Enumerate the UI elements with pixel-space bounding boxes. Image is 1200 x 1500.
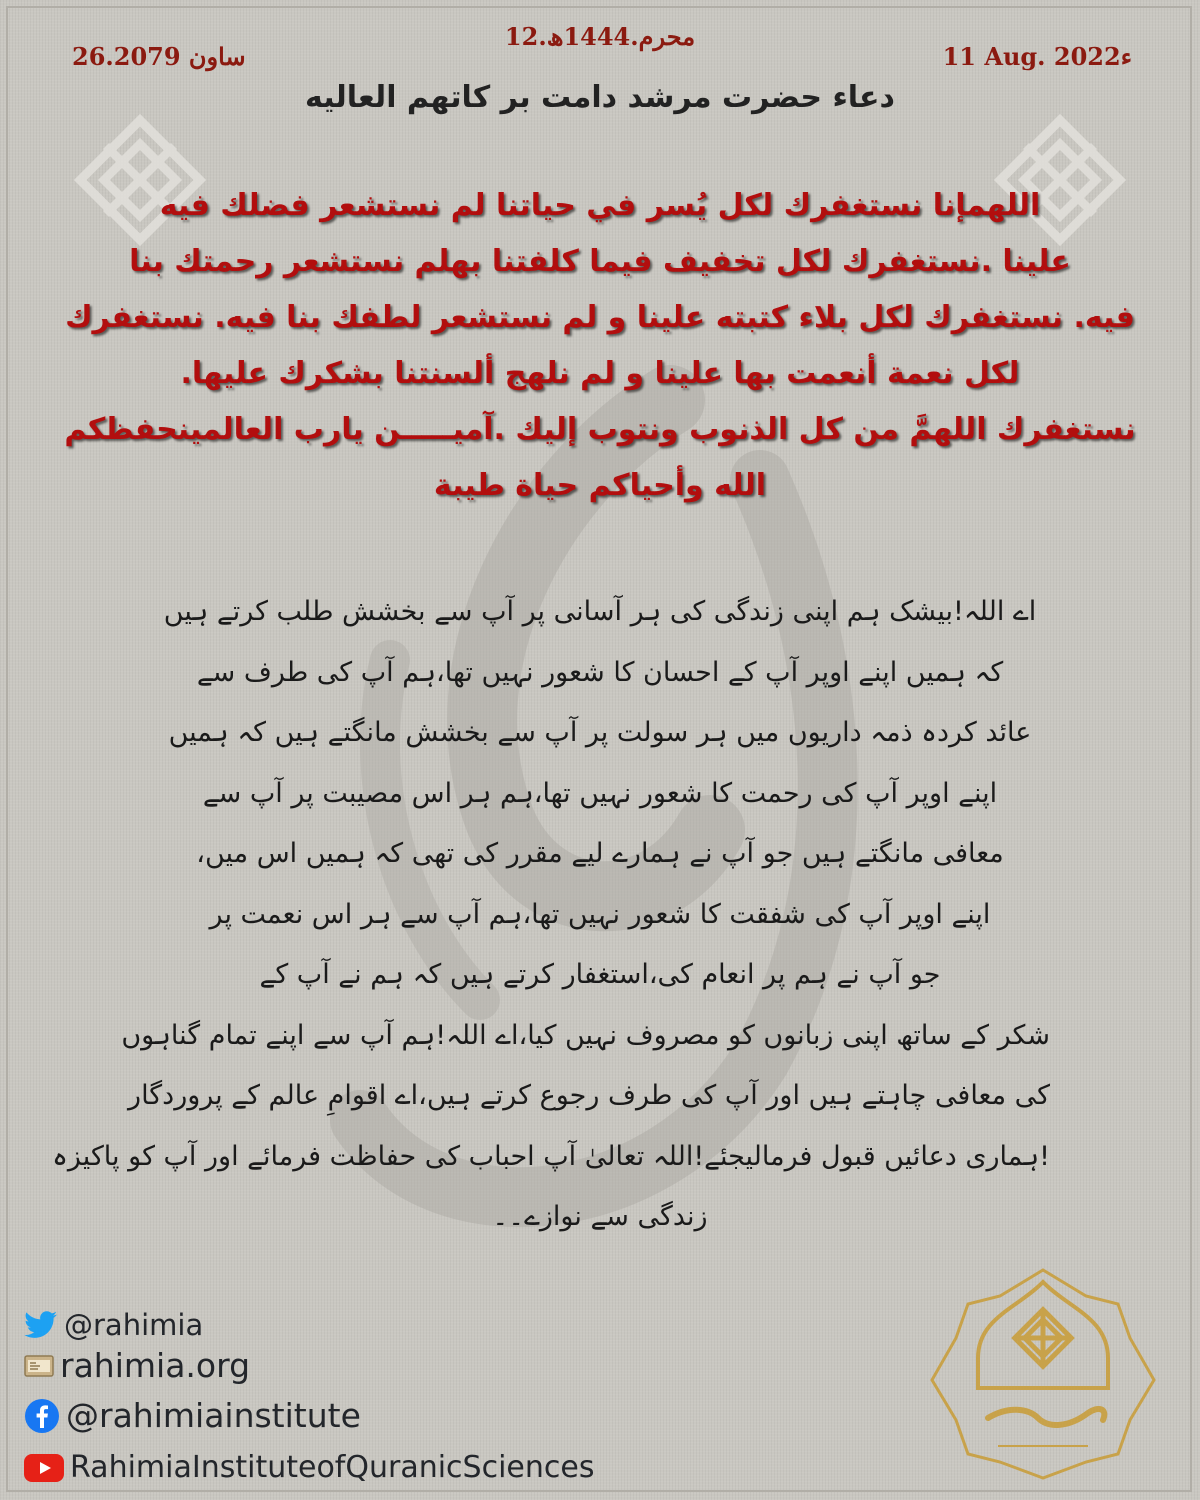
gregorian-date: 11 Aug. 2022ء <box>942 42 1132 71</box>
arabic-line: لكل نعمة أنعمت بها علينا و لم نلهج ألسنتنا بشكرك عليها. <box>180 356 1020 391</box>
youtube-icon <box>24 1454 64 1482</box>
urdu-line: اے اللہ!بیشک ہم اپنی زندگی کی ہر آسانی پر آپ سے بخشش طلب کرتے ہیں <box>163 596 1037 627</box>
urdu-line: زندگی سے نوازے۔۔ <box>492 1201 708 1232</box>
arabic-line: فيه. نستغفرك لكل بلاء كتبته علينا و لم نستشعر لطفك بنا فيه. نستغفرك <box>65 300 1135 335</box>
urdu-line: !ہماری دعائیں قبول فرمالیجئے!اللہ تعالیٰ آپ احباب کی حفاظت فرمائے اور آپ کو پاکیزہ <box>52 1140 1050 1172</box>
vikram-date: 26.ساون 2079 <box>72 42 246 71</box>
facebook-handle: @rahimiainstitute <box>66 1396 361 1435</box>
hijri-date: 12.محرم.1444ھ <box>504 22 696 51</box>
youtube-link[interactable] <box>24 1450 594 1485</box>
page-title: دعاء حضرت مرشد دامت بر کاتهم العالیه <box>305 80 895 115</box>
facebook-icon <box>24 1398 60 1434</box>
urdu-line: کہ ہمیں اپنے اوپر آپ کے احسان کا شعور نہیں تھا،ہم آپ کی طرف سے <box>196 656 1004 688</box>
arabic-line: اللهمإنا نستغفرك لكل يُسر في حياتنا لم نستشعر فضلك فيه <box>159 188 1041 223</box>
urdu-line: اپنے اوپر آپ کی شفقت کا شعور نہیں تھا،ہم آپ سے ہر اس نعمت پر <box>209 898 991 930</box>
urdu-line: اپنے اوپر آپ کی رحمت کا شعور نہیں تھا،ہم ہر اس مصیبت پر آپ سے <box>202 777 998 809</box>
urdu-line: کی معافی چاہتے ہیں اور آپ کی طرف رجوع کرتے ہیں،اے اقوامِ عالم کے پروردگار <box>128 1080 1050 1111</box>
twitter-handle: @rahimia <box>64 1308 204 1342</box>
website-link[interactable] <box>24 1346 250 1385</box>
twitter-icon <box>24 1311 58 1339</box>
arabic-prayer <box>60 178 1140 514</box>
urdu-line: شکر کے ساتھ اپنی زبانوں کو مصروف نہیں کیا،اے اللہ!ہم آپ سے اپنے تمام گناہوں <box>121 1019 1050 1051</box>
youtube-channel: RahimiaInstituteofQuranicSciences <box>70 1450 595 1485</box>
urdu-line: جو آپ نے ہم پر انعام کی،استغفار کرتے ہیں کہ ہم نے آپ کے <box>259 959 941 990</box>
website-url: rahimia.org <box>60 1346 251 1385</box>
rahimia-logo <box>918 1268 1168 1480</box>
arabic-line: نستغفرك اللهمَّ من كل الذنوب ونتوب إليك .آميـــــن يارب العالمينحفظكم <box>64 412 1136 447</box>
arabic-line: علينا .نستغفرك لكل تخفيف فيما كلفتنا بهلم نستشعر رحمتك بنا <box>129 244 1071 279</box>
urdu-line: عائد کردہ ذمہ داریوں میں ہر سولت پر آپ سے بخشش مانگتے ہیں کہ ہمیں <box>168 717 1032 748</box>
urdu-line: معافی مانگتے ہیں جو آپ نے ہمارے لیے مقرر کی تھی کہ ہمیں اس میں، <box>196 838 1004 869</box>
urdu-translation <box>52 582 1050 1248</box>
facebook-link[interactable] <box>24 1396 361 1435</box>
arabic-line: الله وأحياكم حياة طيبة <box>433 468 767 503</box>
website-icon <box>24 1354 54 1378</box>
twitter-link[interactable] <box>24 1308 203 1342</box>
